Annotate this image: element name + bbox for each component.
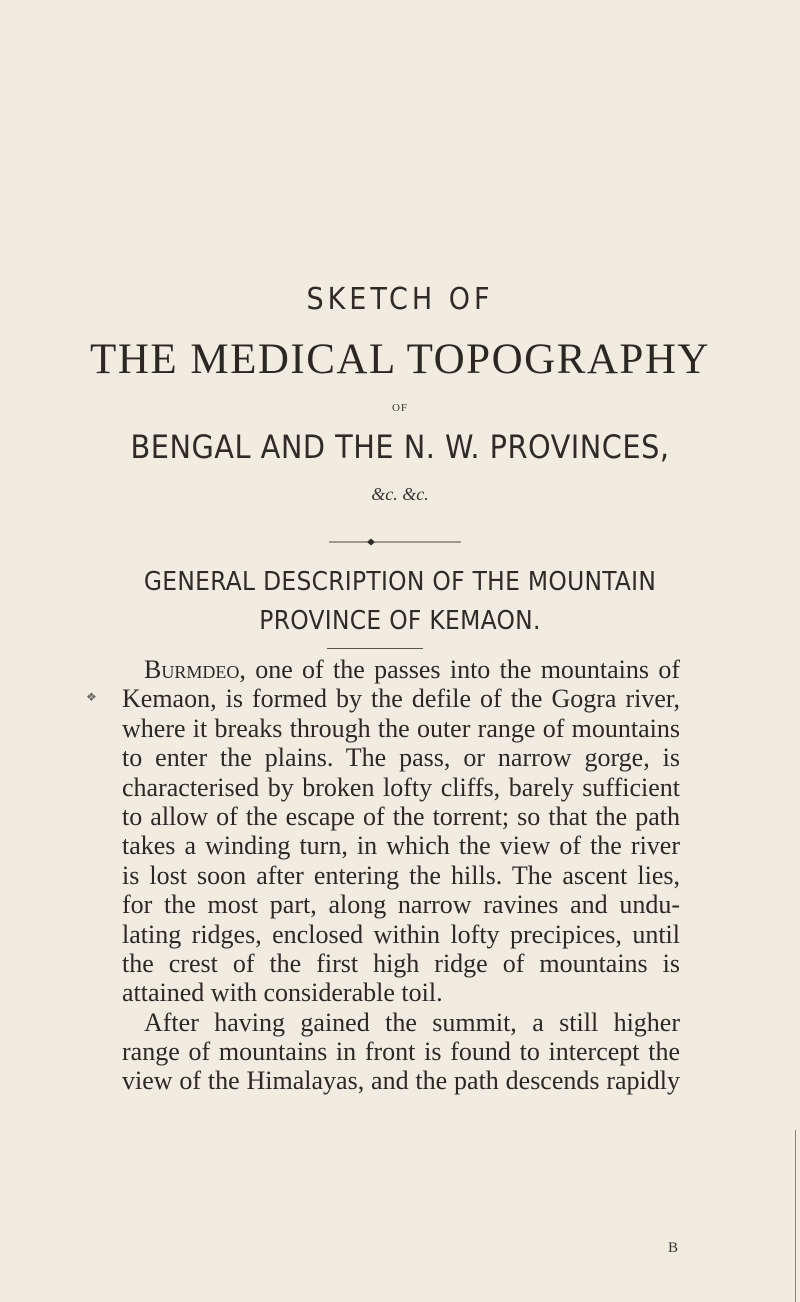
body-line: After having gained the summit, a still higher [144,1007,680,1037]
of-label: OF [391,402,409,414]
body-line: view of the Himalayas, and the path descends rapidly [122,1066,680,1096]
etc-label: &c. &c. [371,484,429,504]
diamond-divider [329,538,461,546]
signature-mark: B [668,1240,679,1256]
body-line: attained with considerable toil. [122,978,443,1008]
body-line: Burmdeo, one of the passes into the mountains of [144,655,680,684]
lead-word: Burmdeo, [144,655,246,684]
body-line: where it breaks through the outer range of mountains [122,713,680,743]
body-line: for the most part, along narrow ravines and undu- [122,890,680,920]
section-title-line-2: PROVINCE OF KEMAON. [259,606,541,636]
body-line: characterised by broken lofty cliffs, barely sufficient [122,772,680,802]
section-rule [327,648,423,649]
margin-mark: ❖ [86,690,97,704]
body-line: the crest of the first high ridge of mountains is [122,948,680,978]
main-title: THE MEDICAL TOPOGRAPHY [90,336,710,383]
body-line: takes a winding turn, in which the view of the river [122,831,680,861]
body-line: lating ridges, enclosed within lofty precipices, until [122,919,680,949]
section-title-line-1: GENERAL DESCRIPTION OF THE MOUNTAIN [143,567,657,597]
body-line: Kemaon, is formed by the defile of the Gogra river, [122,684,680,714]
body-paragraphs [122,655,680,1096]
body-line: range of mountains in front is found to intercept the [122,1037,680,1067]
body-line: to allow of the escape of the torrent; so that the path [122,801,680,831]
page-edge [795,1130,796,1302]
sketch-of-heading: SKETCH OF [306,282,494,317]
section-title [0,563,800,641]
subtitle: BENGAL AND THE N. W. PROVINCES, [130,428,670,466]
body-line: to enter the plains. The pass, or narrow gorge, is [122,743,680,773]
body-line: is lost soon after entering the hills. The ascent lies, [122,860,680,890]
